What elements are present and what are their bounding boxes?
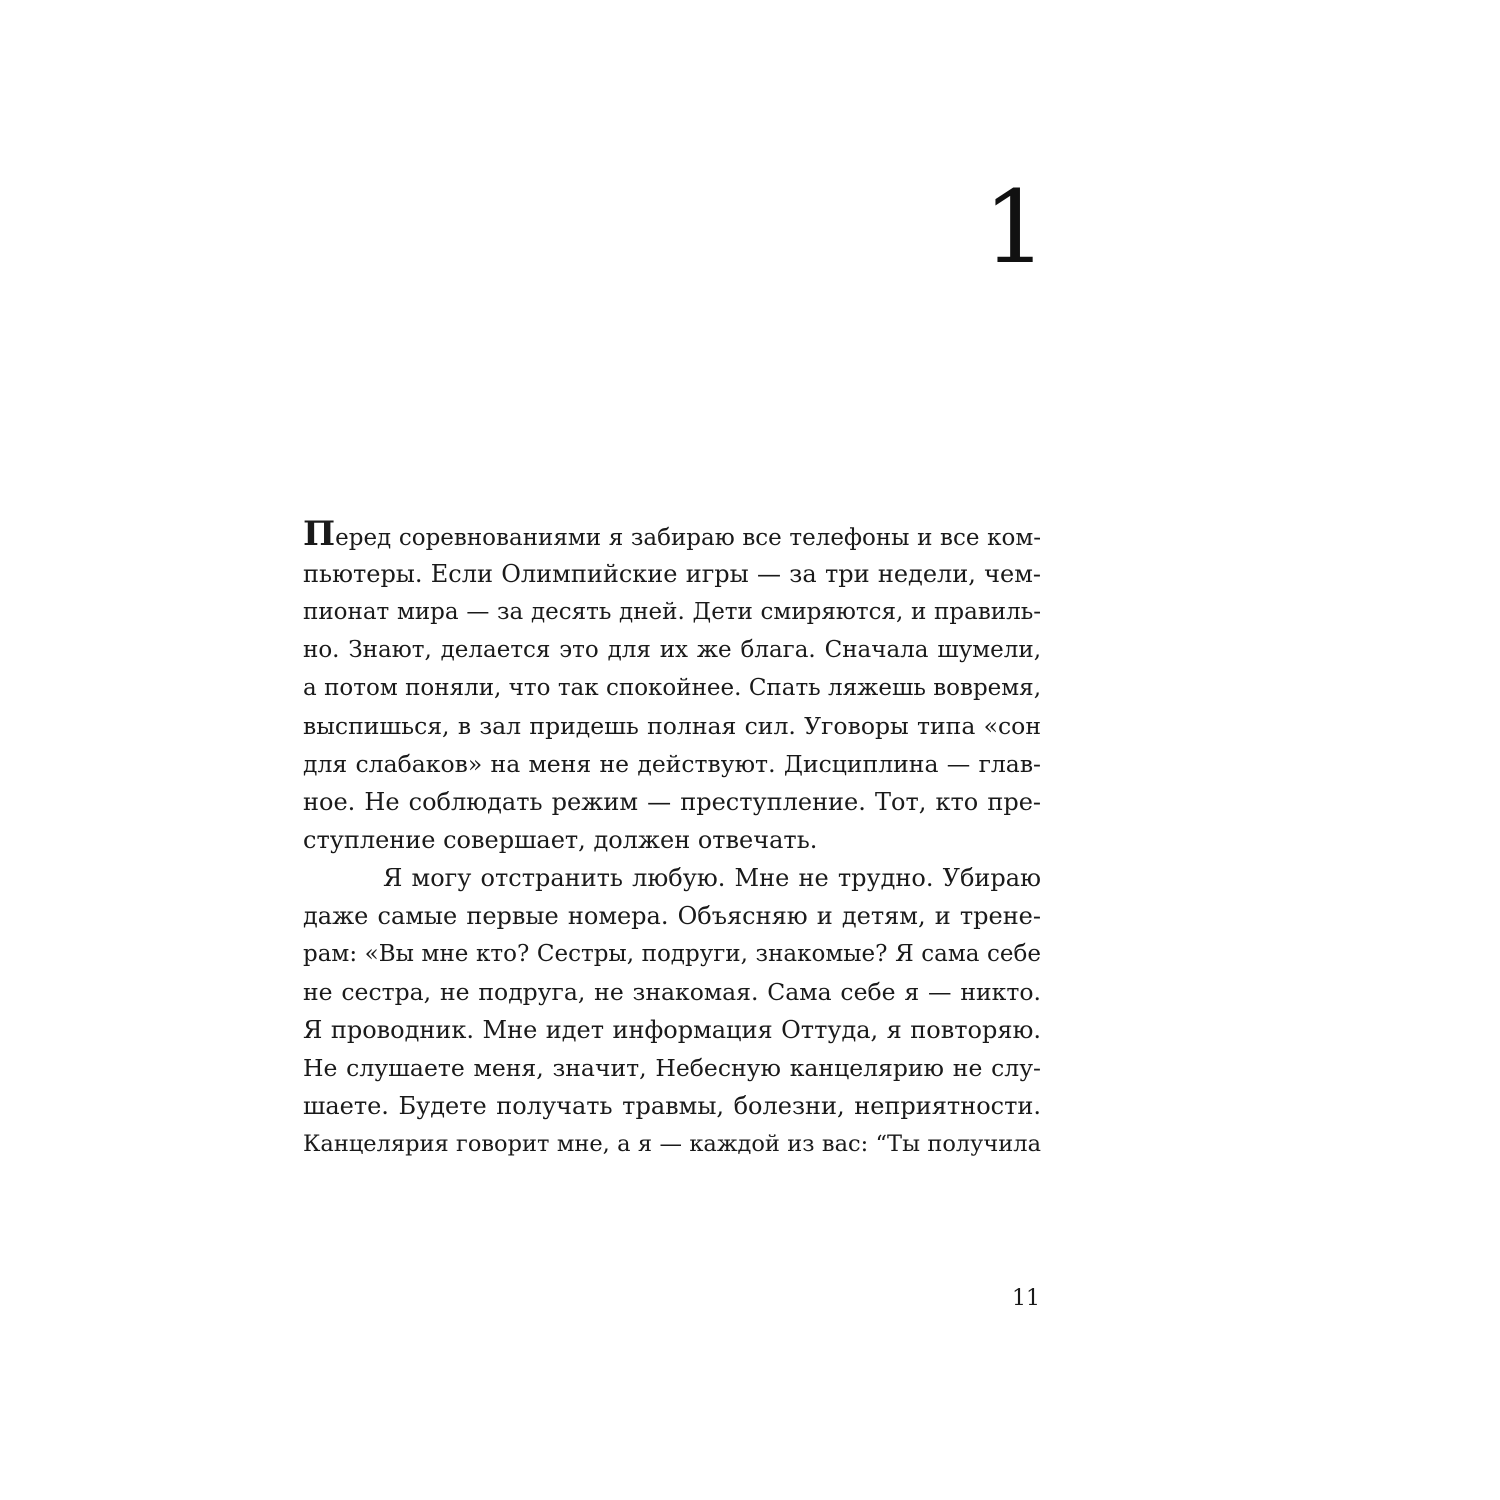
text-line: пионат мира — за десять дней. Дети смиряются, и правиль- <box>303 599 1041 625</box>
text-line: Я могу отстранить любую. Мне не трудно. Убираю <box>383 864 1041 892</box>
text-line: рам: «Вы мне кто? Сестры, подруги, знакомые? Я сама себе <box>303 941 1041 967</box>
drop-cap: П <box>303 514 336 554</box>
text-line: Не слушаете меня, значит, Небесную канцелярию не слу- <box>303 1054 1041 1082</box>
text-line: пьютеры. Если Олимпийские игры — за три недели, чем- <box>303 560 1041 588</box>
text-line-content: еред соревнованиями я забираю все телефоны и все ком- <box>335 525 1041 551</box>
text-line: ное. Не соблюдать режим — преступление. Тот, кто пре- <box>303 788 1041 816</box>
text-line: Канцелярия говорит мне, а я — каждой из вас: “Ты получила <box>303 1131 1041 1157</box>
text-line: не сестра, не подруга, не знакомая. Сама себе я — никто. <box>303 978 1041 1006</box>
paragraph-1 <box>303 514 1041 859</box>
page-number: 11 <box>1012 1286 1040 1311</box>
text-line <box>303 514 1041 555</box>
chapter-number: 1 <box>983 169 1047 286</box>
text-line: выспишься, в зал придешь полная сил. Уговоры типа «сон <box>303 712 1041 740</box>
body-text <box>303 514 1041 1163</box>
paragraph-2 <box>303 859 1041 1163</box>
text-line: для слабаков» на меня не действуют. Дисциплина — глав- <box>303 750 1041 778</box>
text-line: ступление совершает, должен отвечать. <box>303 826 818 854</box>
text-line: но. Знают, делается это для их же блага. Сначала шумели, <box>303 637 1041 663</box>
text-line: а потом поняли, что так спокойнее. Спать ляжешь вовремя, <box>303 675 1041 701</box>
text-line: Я проводник. Мне идет информация Оттуда, я повторяю. <box>303 1016 1041 1044</box>
text-line: даже самые первые номера. Объясняю и детям, и трене- <box>303 902 1041 930</box>
text-line: шаете. Будете получать травмы, болезни, неприятности. <box>303 1092 1041 1120</box>
